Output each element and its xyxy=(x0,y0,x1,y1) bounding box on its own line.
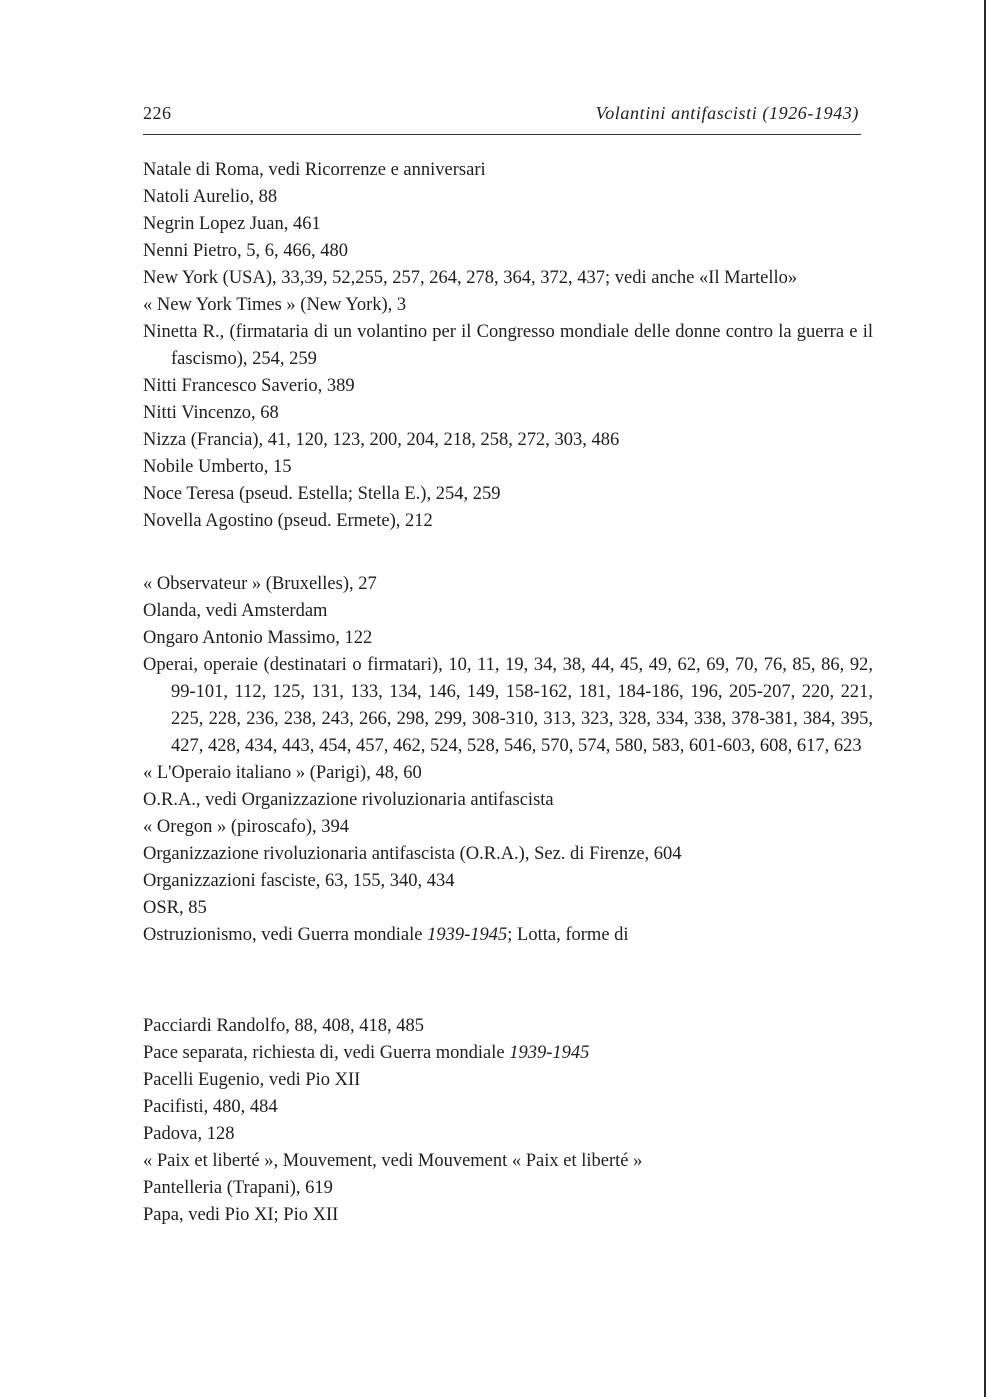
index-entry: O.R.A., vedi Organizzazione rivoluzionaria antifascista xyxy=(143,790,554,810)
index-entry: OSR, 85 xyxy=(143,898,207,918)
entry-text: Ostruzionismo, vedi Guerra mondiale xyxy=(143,925,428,945)
index-entry: Noce Teresa (pseud. Estella; Stella E.), 254, 259 xyxy=(143,484,501,504)
index-entry: Pantelleria (Trapani), 619 xyxy=(143,1178,333,1198)
index-entry: Negrin Lopez Juan, 461 xyxy=(143,214,321,234)
index-entry: « Oregon » (piroscafo), 394 xyxy=(143,817,350,837)
index-entry: « Paix et liberté », Mouvement, vedi Mouvement « Paix et liberté » xyxy=(143,1151,643,1171)
page-number: 226 xyxy=(143,103,172,123)
index-entry: Ninetta R., (firmataria di un volantino per il Congresso mondiale delle donne contro la guerra e il fascismo), 254, 259 xyxy=(143,322,873,369)
index-entry: Nitti Francesco Saverio, 389 xyxy=(143,376,355,396)
index-entry-ostruzionismo xyxy=(143,922,873,949)
index-entry: Organizzazioni fasciste, 63, 155, 340, 434 xyxy=(143,871,455,891)
index-entry: « Observateur » (Bruxelles), 27 xyxy=(143,574,377,594)
index-entry: Pacifisti, 480, 484 xyxy=(143,1097,278,1117)
index-entry: New York (USA), 33,39, 52,255, 257, 264, 278, 364, 372, 437; vedi anche «Il Martello» xyxy=(143,268,798,288)
index-entry: Nizza (Francia), 41, 120, 123, 200, 204, 218, 258, 272, 303, 486 xyxy=(143,430,620,450)
page-edge-line xyxy=(984,0,986,1397)
entry-italic-text: 1939-1945 xyxy=(427,925,508,945)
index-entry: Organizzazione rivoluzionaria antifascista (O.R.A.), Sez. di Firenze, 604 xyxy=(143,844,682,864)
running-title: Volantini antifascisti (1926-1943) xyxy=(595,103,859,123)
index-entry: Natoli Aurelio, 88 xyxy=(143,187,278,207)
index-entry: Natale di Roma, vedi Ricorrenze e anniversari xyxy=(143,160,486,180)
index-entry: Nobile Umberto, 15 xyxy=(143,457,292,477)
index-entry: Ongaro Antonio Massimo, 122 xyxy=(143,628,373,648)
index-entry: Pacelli Eugenio, vedi Pio XII xyxy=(143,1070,361,1090)
index-entry: Operai, operaie (destinatari o firmatari), 10, 11, 19, 34, 38, 44, 45, 49, 62, 69, 70, 76, 85, 86, 92, 99-101, 112, 125, 131, 133, 134, 146, 149, 158-162, 181, 184-186, 196, 205-207, 220, 221, 225, 228, 236, 238, 243, 266, 298, 299, 308-310, 313, 323, 328, 334, 338, 378-381, 384, 395, 427, 428, 434, 443, 454, 457, 462, 524, 528, 546, 570, 574, 580, 583, 601-603, 608, 617, 623 xyxy=(143,655,873,756)
entry-italic-text: 1939-1945 xyxy=(509,1043,590,1063)
index-entry: Novella Agostino (pseud. Ermete), 212 xyxy=(143,511,433,531)
index-section-p xyxy=(143,1013,873,1229)
entry-text: Pace separata, richiesta di, vedi Guerra mondiale xyxy=(143,1043,510,1063)
index-section-o xyxy=(143,571,873,949)
index-entry: Pacciardi Randolfo, 88, 408, 418, 485 xyxy=(143,1016,425,1036)
index-entry: « L'Operaio italiano » (Parigi), 48, 60 xyxy=(143,763,422,783)
running-header xyxy=(143,100,861,135)
index-entry: Padova, 128 xyxy=(143,1124,235,1144)
index-section-n xyxy=(143,157,873,535)
index-entry: Papa, vedi Pio XI; Pio XII xyxy=(143,1205,339,1225)
index-entry-pace-separata xyxy=(143,1040,873,1067)
index-entry: Olanda, vedi Amsterdam xyxy=(143,601,328,621)
index-entry: Nitti Vincenzo, 68 xyxy=(143,403,279,423)
index-entry: « New York Times » (New York), 3 xyxy=(143,295,407,315)
entry-text: ; Lotta, forme di xyxy=(507,925,629,945)
index-entry: Nenni Pietro, 5, 6, 466, 480 xyxy=(143,241,349,261)
